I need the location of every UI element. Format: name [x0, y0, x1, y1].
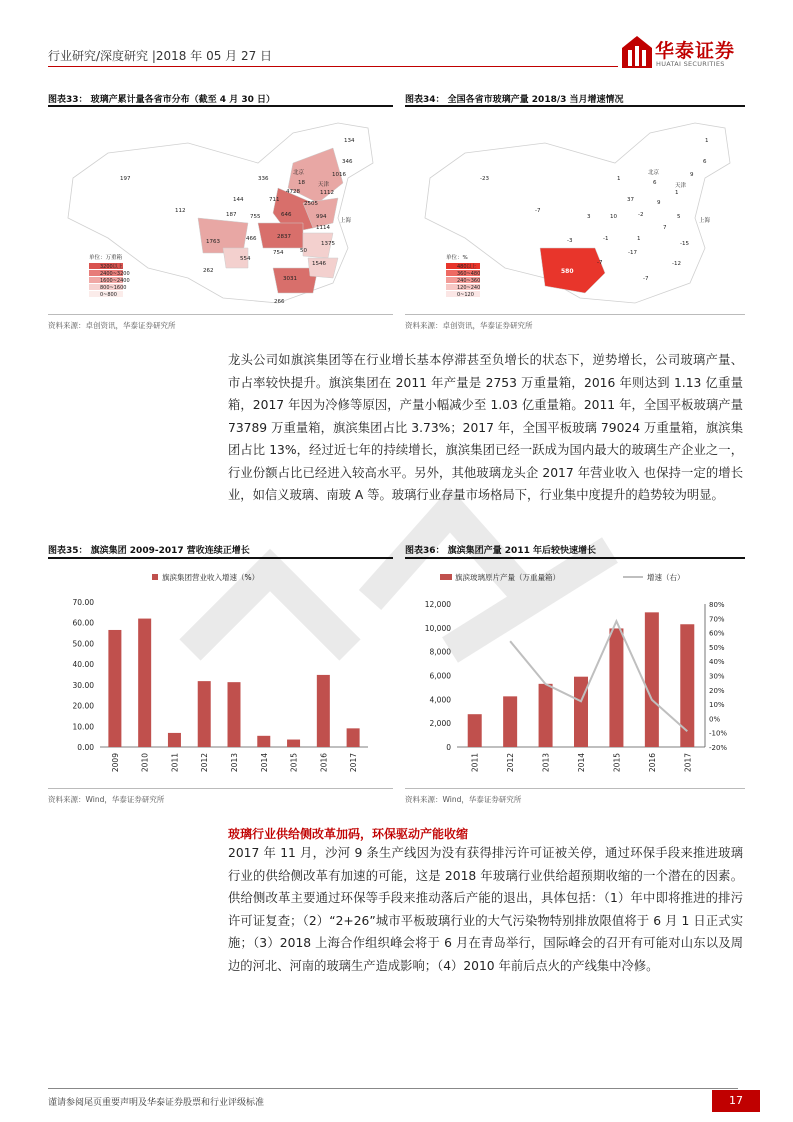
header-divider — [48, 66, 618, 67]
fig33-map — [48, 108, 393, 313]
fig35-source-rule — [48, 788, 393, 789]
svg-text:1114: 1114 — [316, 225, 330, 231]
svg-text:1763: 1763 — [206, 239, 220, 245]
watermark-logo — [150, 450, 650, 750]
fig34-map — [405, 108, 745, 313]
svg-text:北京: 北京 — [648, 170, 660, 176]
fig35-y-tick: 0.00 — [77, 743, 94, 752]
page-number: 17 — [712, 1090, 760, 1112]
fig36-x-tick: 2016 — [647, 753, 657, 773]
svg-text:755: 755 — [250, 214, 261, 220]
svg-text:3031: 3031 — [283, 276, 297, 282]
svg-text:187: 187 — [226, 212, 237, 218]
svg-text:-17: -17 — [628, 250, 637, 256]
fig34-legend-item: 120~240 — [457, 285, 481, 291]
section-heading: 玻璃行业供给侧改革加码，环保驱动产能收缩 — [228, 827, 469, 841]
fig36-x-tick: 2017 — [683, 753, 693, 773]
fig35-x-tick: 2009 — [110, 753, 120, 773]
footer-disclaimer: 谨请参阅尾页重要声明及华泰证券股票和行业评级标准 — [48, 1098, 265, 1108]
svg-text:4728: 4728 — [286, 189, 300, 195]
fig36-x-tick: 2011 — [470, 753, 480, 773]
fig34-legend-item: 360~480 — [457, 271, 481, 277]
fig35-y-tick: 10.00 — [72, 722, 94, 732]
fig33-rule — [48, 105, 393, 107]
fig36-x-tick: 2014 — [577, 753, 586, 773]
svg-text:754: 754 — [273, 250, 284, 256]
logo-mark-icon — [622, 36, 652, 68]
fig35-y-tick: 30.00 — [72, 680, 94, 690]
svg-text:北京: 北京 — [293, 170, 305, 176]
fig34-legend-unit: 单位：% — [446, 255, 468, 261]
fig36-source-rule — [405, 788, 745, 789]
svg-text:466: 466 — [246, 236, 257, 242]
svg-text:5: 5 — [677, 214, 681, 220]
fig33-legend-unit: 单位：万重箱 — [89, 255, 123, 261]
logo-text-cn: 华泰证券 — [655, 40, 736, 62]
fig35-x-tick: 2013 — [230, 753, 239, 773]
svg-text:994: 994 — [316, 214, 327, 220]
svg-text:上海: 上海 — [699, 218, 711, 224]
fig34-legend-item: 240~360 — [457, 278, 481, 284]
svg-text:262: 262 — [203, 268, 214, 274]
fig35-y-tick: 50.00 — [72, 639, 94, 649]
svg-text:1: 1 — [637, 236, 641, 242]
svg-text:346: 346 — [342, 159, 353, 165]
svg-text:10: 10 — [610, 214, 617, 220]
section-paragraph: 2017 年 11 月，沙河 9 条生产线因为没有获得排污许可证被关停，通过环保手段来推进玻璃行业的供给侧改革有加速的可能，这是 2018 年玻璃行业供给超预期收缩的一个潜在的因素。供给侧改革主要通过环保等手段来推动落后产能的退出，具体包括：（1）年中即将推进的排污许可证复查；（2）“2+26”城市平板玻璃行业的大气污染物特别排放限值将于 6 月 1 日正式实施；（3）2018 上海合作组织峰会将于 6 月在青岛举行，国际峰会的召开有可能对山东以及周边的河北、河南的玻璃生产造成影响；（4）2010 年前后点火的产线集中冷修。 — [228, 846, 743, 973]
svg-text:-12: -12 — [672, 261, 681, 267]
svg-text:天津: 天津 — [675, 183, 687, 189]
company-logo — [622, 36, 746, 70]
fig33-legend-item: 3200以上 — [100, 264, 123, 270]
svg-text:1: 1 — [675, 190, 679, 196]
svg-text:1: 1 — [617, 176, 621, 182]
fig33-legend-item: 0~800 — [100, 292, 117, 298]
fig36-y-left-tick: 8,000 — [429, 647, 451, 657]
svg-text:1112: 1112 — [320, 190, 334, 196]
svg-text:1375: 1375 — [321, 241, 335, 247]
fig36-x-tick: 2015 — [612, 753, 622, 773]
fig36-y-right-tick: 10% — [709, 701, 725, 710]
fig36-source: 资料来源：Wind，华泰证券研究所 — [405, 795, 522, 804]
fig36-y-right-tick: 50% — [709, 643, 725, 652]
fig36-y-right-tick: 70% — [709, 615, 725, 624]
fig35-y-tick: 40.00 — [72, 660, 94, 670]
fig36-y-left-tick: 6,000 — [429, 671, 451, 681]
fig35-x-tick: 2016 — [319, 753, 329, 773]
svg-text:-7: -7 — [535, 208, 541, 214]
fig36-y-left-tick: 10,000 — [424, 623, 451, 633]
svg-text:2837: 2837 — [277, 234, 291, 240]
fig36-y-left-tick: 4,000 — [429, 695, 451, 705]
svg-text:9: 9 — [657, 200, 661, 206]
svg-text:7: 7 — [663, 225, 667, 231]
svg-text:9: 9 — [690, 172, 694, 178]
fig34-legend-item: 480以上 — [457, 264, 477, 270]
fig35-x-tick: 2017 — [349, 753, 359, 773]
fig36-y-right-tick: 20% — [709, 686, 725, 695]
svg-text:37: 37 — [627, 197, 634, 203]
svg-text:580: 580 — [561, 268, 574, 275]
body-paragraph: 龙头公司如旗滨集团等在行业增长基本停滞甚至负增长的状态下，逆势增长，公司玻璃产量、市占率较快提升。旗滨集团在 2011 年产量是 2753 万重量箱，2016 年则达到 1.13 亿重量箱，2017 年因为冷修等原因，产量小幅减少至 1.03 亿重量箱。2011 年，全国平板玻璃产量 73789 万重量箱，旗滨集团占比 3.73%；2017 年，全国平板玻璃 79024 万重量箱，旗滨集团占比 13%，经过近七年的持续增长，旗滨集团已经一跃成为国内最大的玻璃生产企业之一，行业份额占比已经进入较高水平。另外，其他玻璃龙头企 2017 年营业收入 也保持一定的增长业，如信义玻璃、南玻 A 等。玻璃行业存量市场格局下，行业集中度提升的趋势较为明显。 — [228, 353, 743, 502]
fig34-rule — [405, 105, 745, 107]
svg-text:112: 112 — [175, 208, 186, 214]
fig33-source: 资料来源：卓创资讯，华泰证券研究所 — [48, 321, 176, 330]
fig34-legend-item: 0~120 — [457, 292, 474, 298]
svg-text:-1: -1 — [603, 236, 609, 242]
fig36-y-left-tick: 0 — [446, 743, 451, 752]
fig35-y-tick: 60.00 — [72, 618, 94, 628]
svg-text:1546: 1546 — [312, 261, 326, 267]
svg-text:18: 18 — [298, 180, 305, 186]
svg-text:上海: 上海 — [340, 218, 352, 224]
fig36-y-right-tick: 30% — [709, 672, 725, 681]
svg-text:50: 50 — [300, 248, 307, 254]
svg-text:1: 1 — [705, 138, 709, 144]
fig36-title: 图表36： 旗滨集团产量 2011 年后较快速增长 — [405, 546, 596, 556]
svg-text:144: 144 — [233, 197, 244, 203]
fig35-y-tick: 70.00 — [72, 598, 94, 607]
fig36-y-right-tick: 40% — [709, 658, 725, 667]
svg-text:-15: -15 — [680, 241, 689, 247]
fig36-legend-line-label: 增速（右） — [647, 573, 685, 582]
fig33-legend-item: 1600~2400 — [100, 278, 130, 284]
svg-text:1016: 1016 — [332, 172, 346, 178]
fig36-y-left-tick: 12,000 — [424, 600, 451, 609]
fig36-y-right-tick: 0% — [709, 715, 721, 724]
svg-text:197: 197 — [120, 176, 131, 182]
fig35-legend-label: 旗滨集团营业收入增速（%） — [162, 573, 260, 582]
svg-text:2505: 2505 — [304, 201, 318, 207]
svg-text:-23: -23 — [480, 176, 489, 182]
fig36-bar — [680, 624, 694, 747]
fig34-title: 图表34： 全国各省市玻璃产量 2018/3 当月增速情况 — [405, 95, 624, 105]
fig36-legend-bar-label: 旗滨玻璃原片产量（万重量箱） — [455, 573, 560, 582]
svg-text:-3: -3 — [567, 238, 573, 244]
fig33-legend-item: 800~1600 — [100, 285, 127, 291]
svg-text:266: 266 — [274, 299, 285, 305]
fig36-y-right-tick: 80% — [709, 601, 725, 609]
fig36-y-left-tick: 2,000 — [429, 719, 451, 729]
svg-text:天津: 天津 — [318, 182, 330, 188]
fig34-source-rule — [405, 314, 745, 315]
fig36-y-right-tick: -10% — [709, 729, 728, 738]
fig36-y-right-tick: -20% — [709, 744, 728, 752]
svg-text:6: 6 — [653, 180, 657, 186]
svg-text:6: 6 — [703, 159, 707, 165]
fig35-x-tick: 2011 — [170, 753, 180, 773]
fig33-source-rule — [48, 314, 393, 315]
fig33-title: 图表33： 玻璃产累计量各省市分布（截至 4 月 30 日） — [48, 95, 275, 105]
svg-text:-7: -7 — [597, 260, 603, 266]
svg-text:3: 3 — [587, 214, 591, 220]
fig35-x-tick: 2014 — [259, 753, 269, 773]
fig36-y-right-tick: 60% — [709, 629, 725, 638]
fig35-source: 资料来源：Wind，华泰证券研究所 — [48, 795, 165, 804]
fig33-legend-item: 2400~3200 — [100, 271, 130, 277]
header-breadcrumb: 行业研究/深度研究 |2018 年 05 月 27 日 — [48, 49, 273, 63]
fig35-x-tick: 2012 — [200, 753, 210, 773]
svg-text:711: 711 — [269, 197, 280, 203]
fig35-bar — [108, 630, 121, 747]
svg-text:646: 646 — [281, 212, 292, 218]
svg-text:-7: -7 — [643, 276, 649, 282]
svg-text:554: 554 — [240, 256, 251, 262]
fig36-x-tick: 2013 — [541, 753, 551, 773]
footer-divider — [48, 1088, 738, 1089]
fig35-y-tick: 20.00 — [72, 701, 94, 711]
fig35-title: 图表35： 旗滨集团 2009-2017 营收连续正增长 — [48, 546, 250, 556]
svg-text:336: 336 — [258, 176, 269, 182]
svg-text:134: 134 — [344, 138, 355, 144]
fig34-source: 资料来源：卓创资讯，华泰证券研究所 — [405, 321, 533, 330]
fig36-x-tick: 2012 — [506, 753, 516, 773]
fig35-x-tick: 2010 — [140, 753, 150, 773]
svg-text:-2: -2 — [638, 212, 644, 218]
fig35-x-tick: 2015 — [289, 753, 299, 773]
logo-text-en: HUATAI SECURITIES — [656, 60, 725, 68]
